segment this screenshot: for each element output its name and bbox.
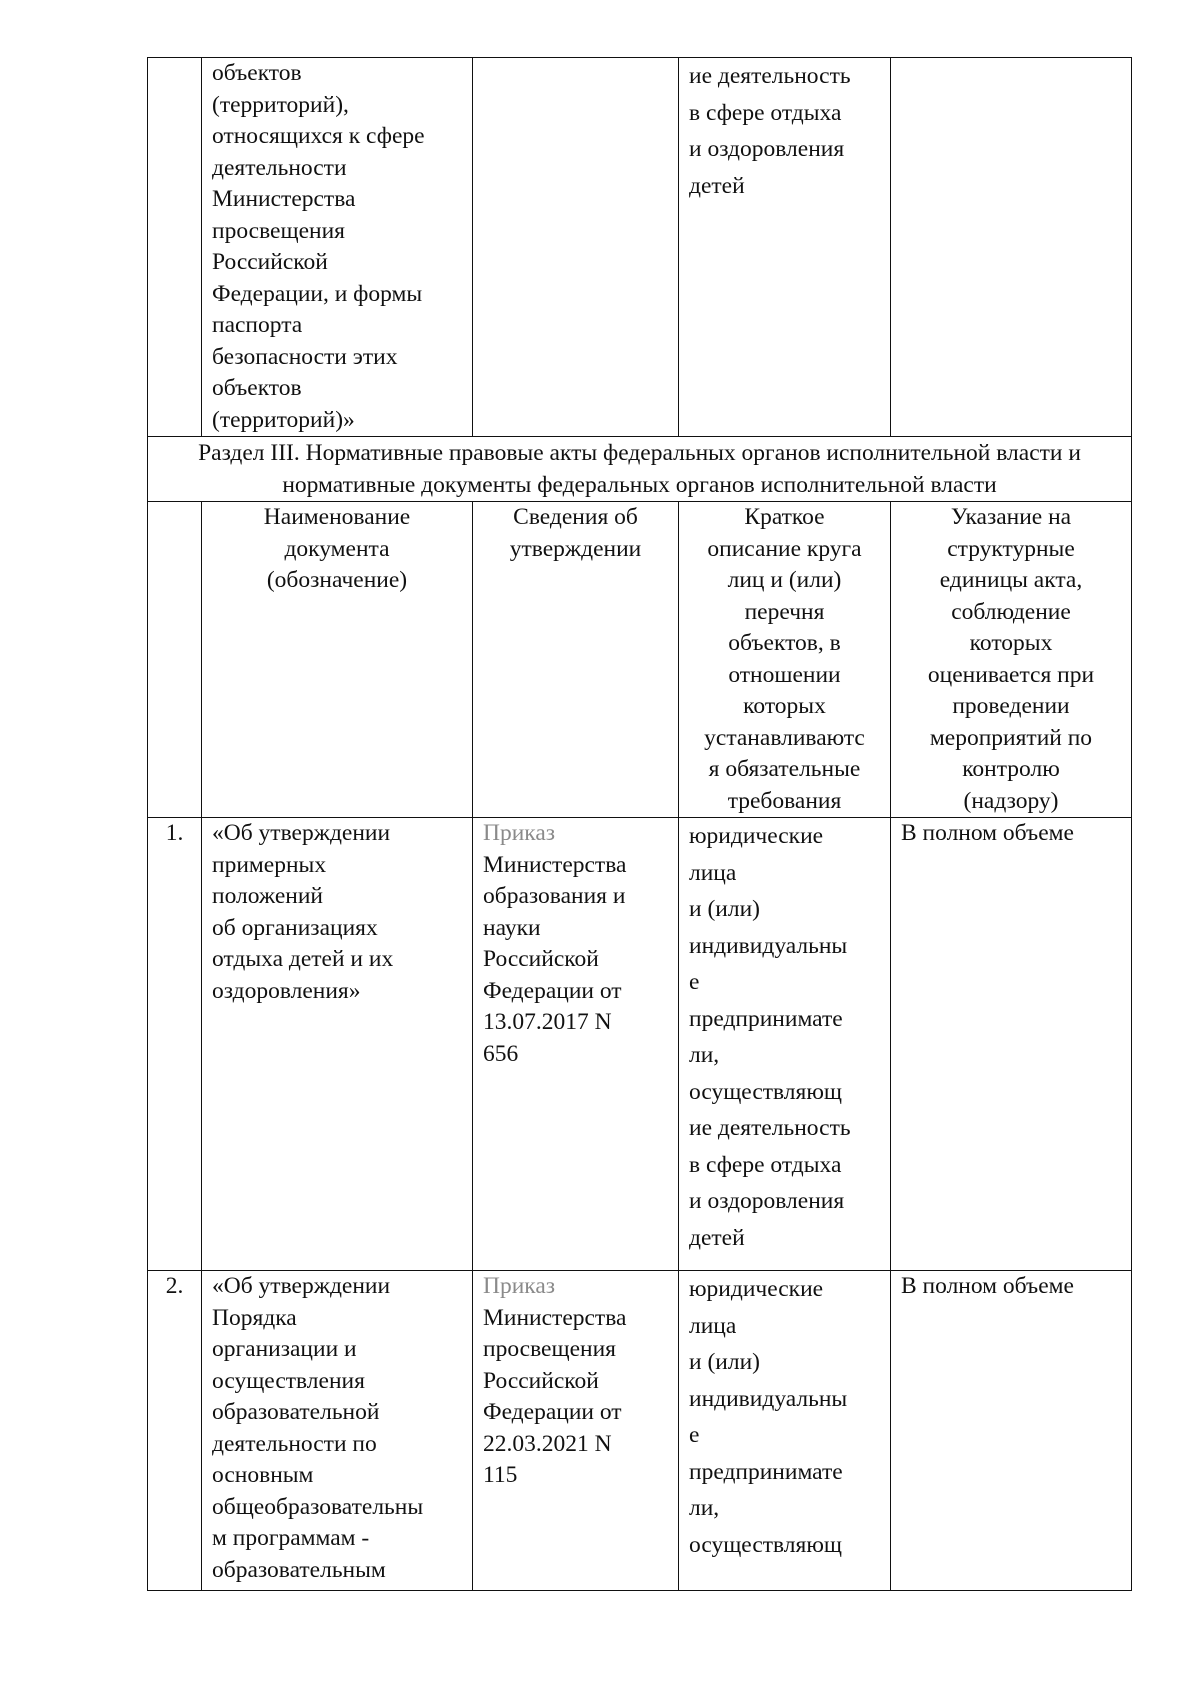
header-row bbox=[148, 502, 1132, 818]
approval-details: Министерства просвещения Российской Федерации от 22.03.2021 N 115 bbox=[483, 1304, 627, 1488]
row-number-cell bbox=[148, 58, 202, 437]
persons-description: юридические лица и (или) индивидуальны е предпринимате ли, осуществляющ ие деятельность в сфере отдыха и оздоровления детей bbox=[679, 818, 891, 1271]
row-number: 2. bbox=[148, 1271, 202, 1591]
header-persons: Краткое описание круга лиц и (или) перечня объектов, в отношении которых устанавливаютс я обязательные требования bbox=[679, 502, 891, 818]
approval-info bbox=[473, 1271, 679, 1591]
structural-units-cell bbox=[891, 58, 1132, 437]
document-name-cell: объектов (территорий), относящихся к сфере деятельности Министерства просвещения Российской Федерации, и формы паспорта безопасности этих объектов (территорий)» bbox=[202, 58, 473, 437]
structural-units: В полном объеме bbox=[891, 1271, 1132, 1591]
requirements-table bbox=[147, 57, 1132, 1591]
approval-type: Приказ bbox=[483, 1273, 556, 1299]
persons-description: юридические лица и (или) индивидуальны е предпринимате ли, осуществляющ bbox=[679, 1271, 891, 1591]
document-name: «Об утверждении Порядка организации и осуществления образовательной деятельности по основным общеобразовательны м программам - образовательным bbox=[202, 1271, 473, 1591]
row-number: 1. bbox=[148, 818, 202, 1271]
header-structural-units: Указание на структурные единицы акта, соблюдение которых оценивается при проведении мероприятий по контролю (надзору) bbox=[891, 502, 1132, 818]
table-row bbox=[148, 1271, 1132, 1591]
section-title: Раздел III. Нормативные правовые акты федеральных органов исполнительной власти и нормативные документы федеральных органов исполнительной власти bbox=[148, 437, 1132, 502]
continuation-row bbox=[148, 58, 1132, 437]
approval-cell bbox=[473, 58, 679, 437]
approval-details: Министерства образования и науки Российской Федерации от 13.07.2017 N 656 bbox=[483, 851, 627, 1067]
table-row bbox=[148, 818, 1132, 1271]
approval-type: Приказ bbox=[483, 820, 556, 846]
section-heading-row bbox=[148, 437, 1132, 502]
header-number-cell bbox=[148, 502, 202, 818]
structural-units: В полном объеме bbox=[891, 818, 1132, 1271]
document-name: «Об утверждении примерных положений об организациях отдыха детей и их оздоровления» bbox=[202, 818, 473, 1271]
header-document-name: Наименование документа (обозначение) bbox=[202, 502, 473, 818]
persons-cell: ие деятельность в сфере отдыха и оздоровления детей bbox=[679, 58, 891, 437]
header-approval: Сведения об утверждении bbox=[473, 502, 679, 818]
approval-info bbox=[473, 818, 679, 1271]
